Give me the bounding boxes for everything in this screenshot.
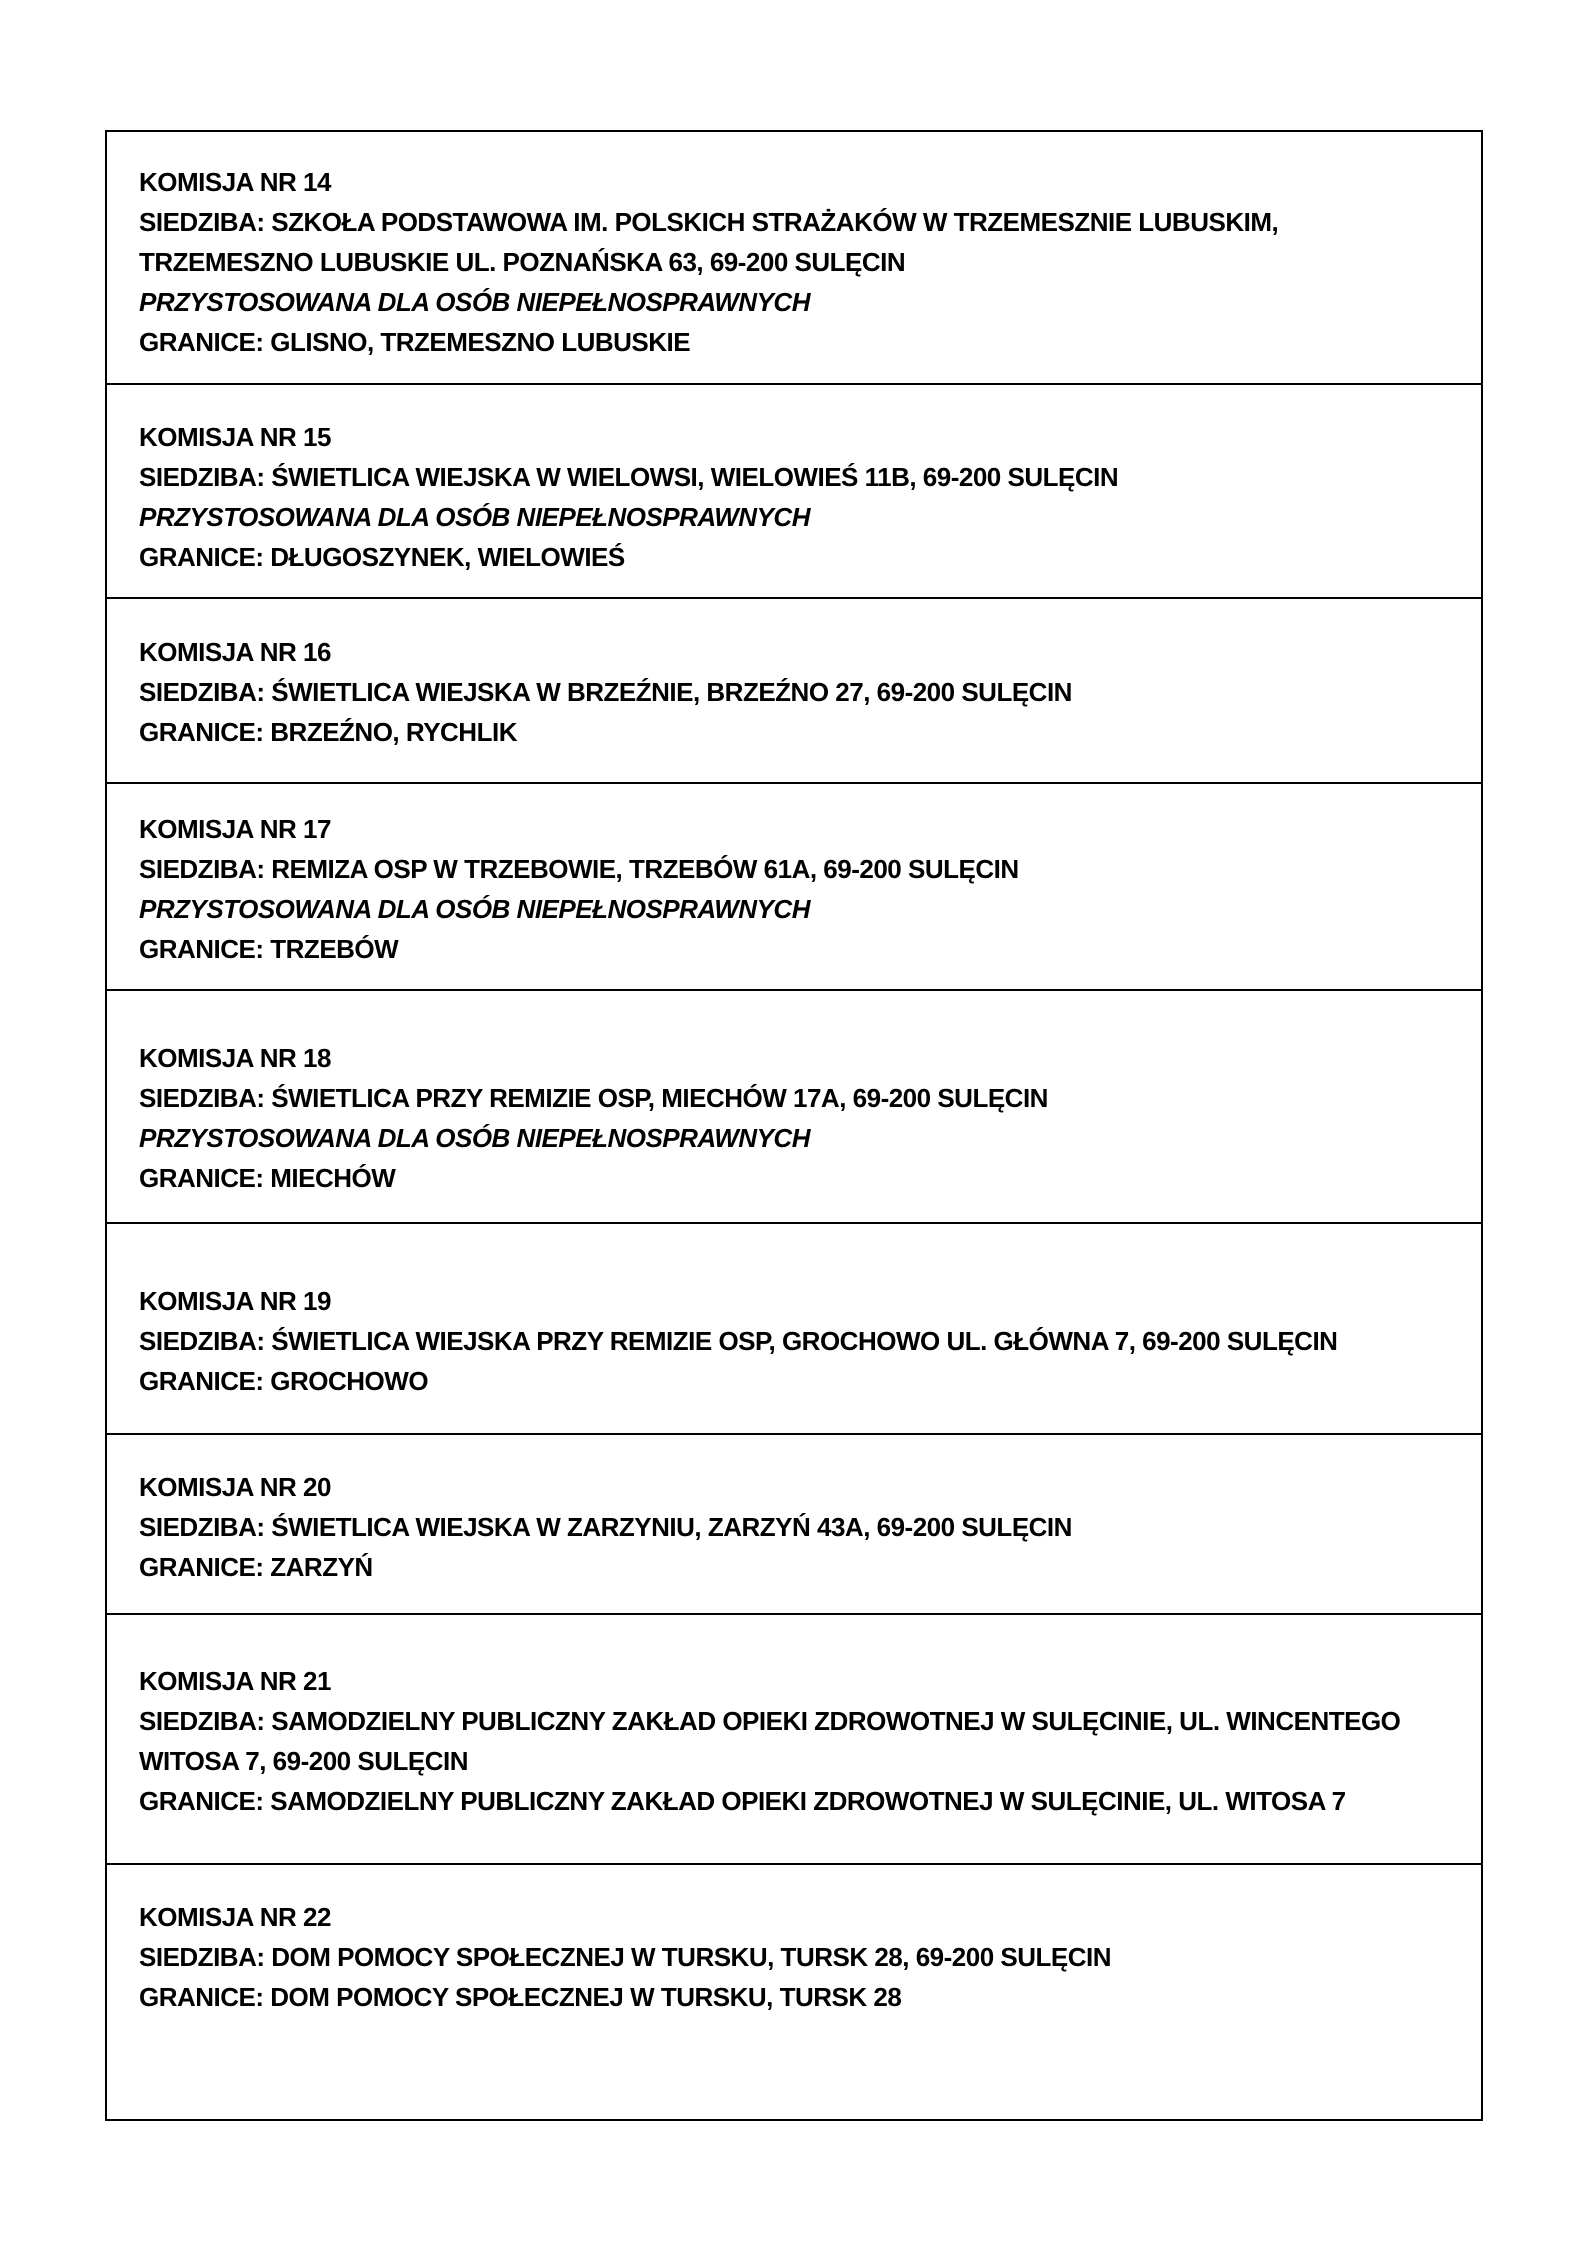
commission-row (107, 1435, 1481, 1615)
commission-seat: SIEDZIBA: ŚWIETLICA WIEJSKA PRZY REMIZIE OSP, GROCHOWO UL. GŁÓWNA 7, 69-200 SULĘCIN (139, 1326, 1338, 1356)
commission-number: KOMISJA NR 14 (139, 167, 331, 197)
accessibility-note: PRZYSTOSOWANA DLA OSÓB NIEPEŁNOSPRAWNYCH (139, 287, 810, 317)
accessibility-note: PRZYSTOSOWANA DLA OSÓB NIEPEŁNOSPRAWNYCH (139, 1123, 810, 1153)
commission-row (107, 1865, 1481, 2119)
commission-row (107, 784, 1481, 991)
accessibility-note: PRZYSTOSOWANA DLA OSÓB NIEPEŁNOSPRAWNYCH (139, 894, 810, 924)
commission-number: KOMISJA NR 22 (139, 1902, 331, 1932)
commission-row (107, 132, 1481, 385)
commission-seat: SIEDZIBA: REMIZA OSP W TRZEBOWIE, TRZEBÓW 61A, 69-200 SULĘCIN (139, 854, 1019, 884)
commission-seat: SIEDZIBA: ŚWIETLICA PRZY REMIZIE OSP, MIECHÓW 17A, 69-200 SULĘCIN (139, 1083, 1048, 1113)
commission-number: KOMISJA NR 16 (139, 637, 331, 667)
accessibility-note: PRZYSTOSOWANA DLA OSÓB NIEPEŁNOSPRAWNYCH (139, 502, 810, 532)
commission-number: KOMISJA NR 20 (139, 1472, 331, 1502)
commission-borders: GRANICE: DŁUGOSZYNEK, WIELOWIEŚ (139, 542, 625, 572)
commission-table (105, 130, 1483, 2121)
commission-seat: SIEDZIBA: ŚWIETLICA WIEJSKA W ZARZYNIU, ZARZYŃ 43A, 69-200 SULĘCIN (139, 1512, 1072, 1542)
commission-borders: GRANICE: GROCHOWO (139, 1366, 429, 1396)
commission-row (107, 385, 1481, 599)
commission-number: KOMISJA NR 15 (139, 422, 331, 452)
commission-seat: SIEDZIBA: SAMODZIELNY PUBLICZNY ZAKŁAD OPIEKI ZDROWOTNEJ W SULĘCINIE, UL. WINCENTEGO WITOSA 7, 69-200 SULĘCIN (139, 1706, 1401, 1776)
commission-number: KOMISJA NR 19 (139, 1286, 331, 1316)
commission-number: KOMISJA NR 18 (139, 1043, 331, 1073)
commission-borders: GRANICE: ZARZYŃ (139, 1552, 373, 1582)
commission-borders: GRANICE: DOM POMOCY SPOŁECZNEJ W TURSKU, TURSK 28 (139, 1982, 902, 2012)
commission-row (107, 599, 1481, 784)
commission-number: KOMISJA NR 21 (139, 1666, 331, 1696)
commission-borders: GRANICE: MIECHÓW (139, 1163, 396, 1193)
commission-borders: GRANICE: BRZEŹNO, RYCHLIK (139, 717, 517, 747)
commission-borders: GRANICE: TRZEBÓW (139, 934, 399, 964)
commission-number: KOMISJA NR 17 (139, 814, 331, 844)
commission-seat: SIEDZIBA: DOM POMOCY SPOŁECZNEJ W TURSKU, TURSK 28, 69-200 SULĘCIN (139, 1942, 1111, 1972)
commission-borders: GRANICE: SAMODZIELNY PUBLICZNY ZAKŁAD OPIEKI ZDROWOTNEJ W SULĘCINIE, UL. WITOSA 7 (139, 1786, 1346, 1816)
commission-seat: SIEDZIBA: ŚWIETLICA WIEJSKA W WIELOWSI, WIELOWIEŚ 11B, 69-200 SULĘCIN (139, 462, 1119, 492)
commission-row (107, 1615, 1481, 1865)
commission-borders: GRANICE: GLISNO, TRZEMESZNO LUBUSKIE (139, 327, 691, 357)
commission-row (107, 1224, 1481, 1435)
commission-seat: SIEDZIBA: ŚWIETLICA WIEJSKA W BRZEŹNIE, BRZEŹNO 27, 69-200 SULĘCIN (139, 677, 1072, 707)
commission-seat: SIEDZIBA: SZKOŁA PODSTAWOWA IM. POLSKICH STRAŻAKÓW W TRZEMESZNIE LUBUSKIM, TRZEMESZNO LUBUSKIE UL. POZNAŃSKA 63, 69-200 SULĘCIN (139, 207, 1279, 277)
commission-row (107, 991, 1481, 1224)
